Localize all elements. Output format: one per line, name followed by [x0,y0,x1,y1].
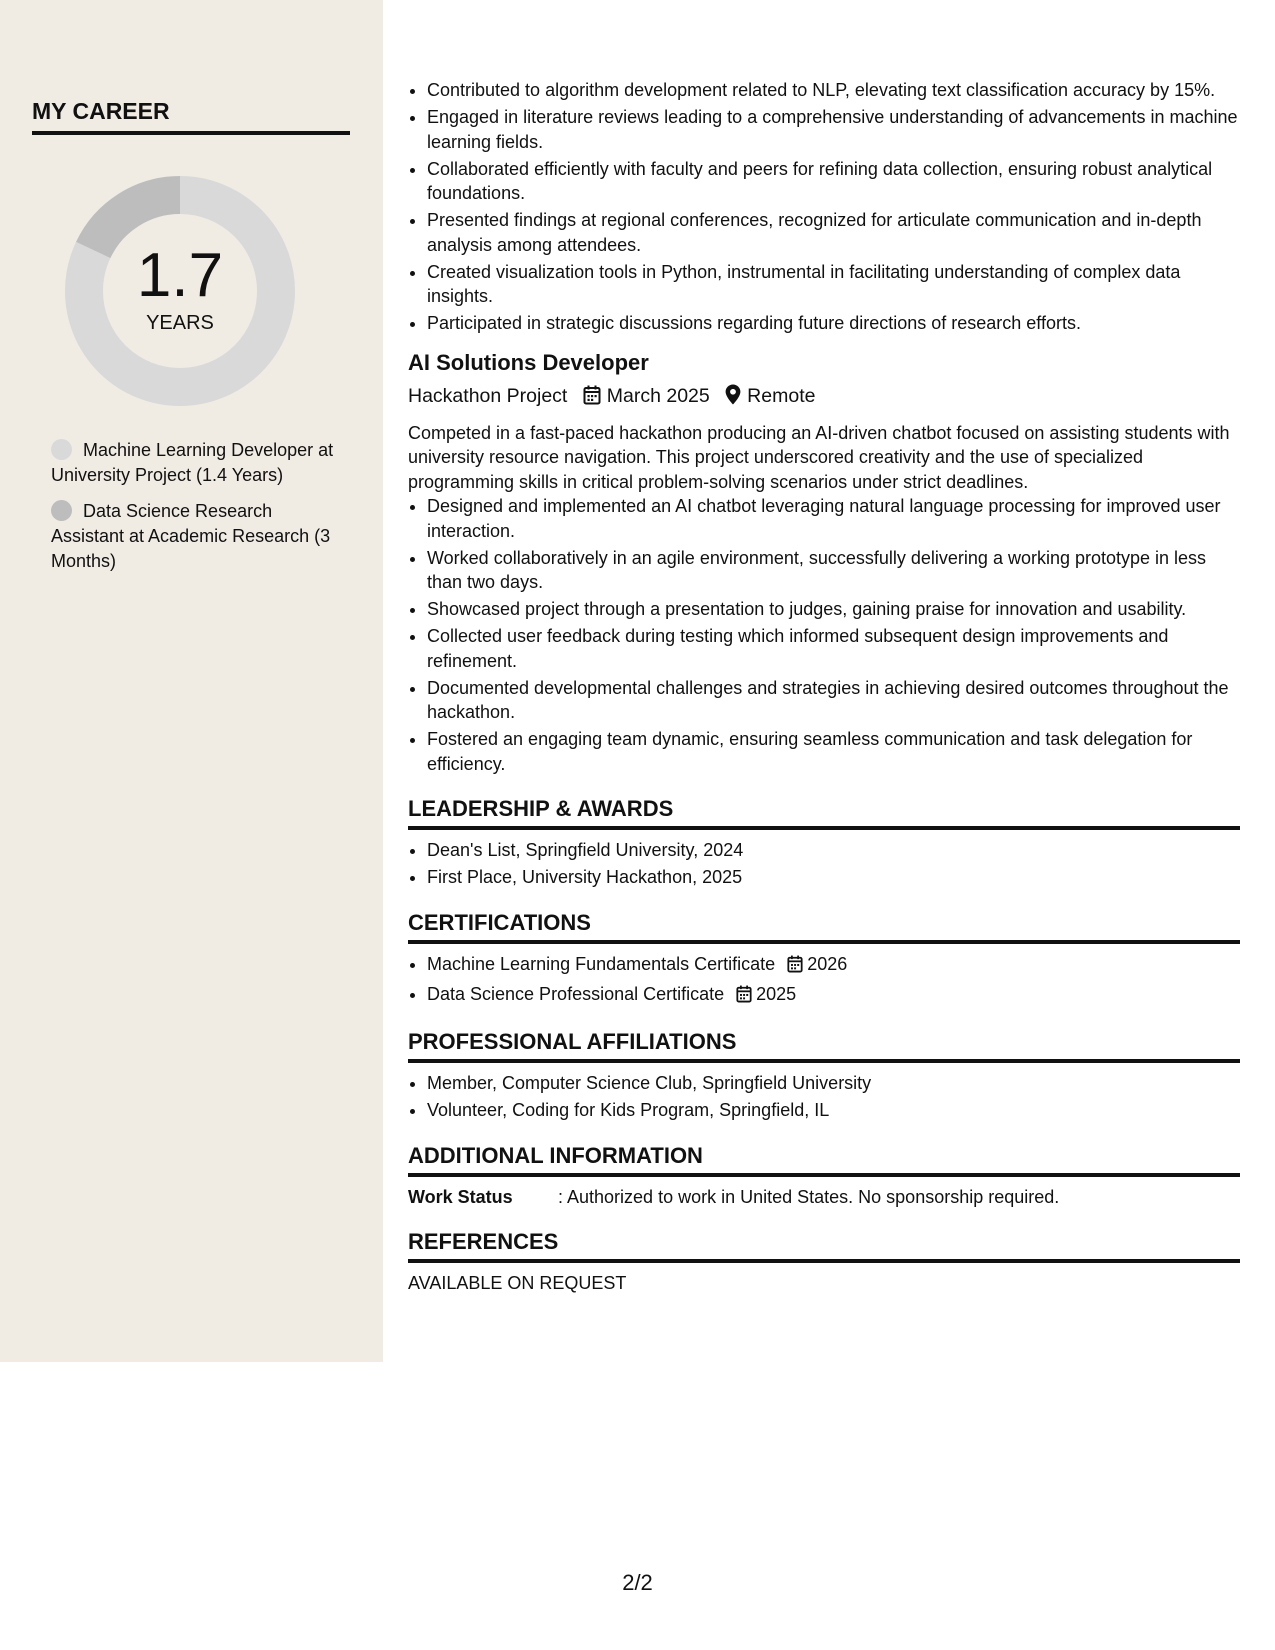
job-title: AI Solutions Developer [408,349,649,375]
list-item: • Participated in strategic discussions regarding future directions of research efforts. [427,311,1240,336]
previous-job-bullets [408,78,1240,336]
affiliations-heading: PROFESSIONAL AFFILIATIONS [408,1027,1240,1063]
certificate-name: Data Science Professional Certificate [427,983,725,1004]
list-item: • Collected user feedback during testing which informed subsequent design improvements and refinement. [427,624,1240,673]
references-text: AVAILABLE ON REQUEST [408,1273,627,1293]
legend-dot-icon [51,500,72,521]
certifications-list [408,952,1240,1010]
years-value: 1.7 [136,241,224,310]
list-item: • Fostered an engaging team dynamic, ensuring seamless communication and task delegation for efficiency. [427,727,1240,776]
career-legend-item [51,438,341,488]
legend-dot-icon [51,439,72,460]
certificate-year: 2026 [807,953,848,974]
list-item: • Created visualization tools in Python, instrumental in facilitating understanding of complex data insights. [427,260,1240,309]
certifications-heading: CERTIFICATIONS [408,908,1240,944]
list-item: • Worked collaboratively in an agile environment, successfully delivering a working prototype in less than two days. [427,546,1240,595]
list-item: • Documented developmental challenges and strategies in achieving desired outcomes throughout the hackathon. [427,676,1240,725]
job-date: March 2025 [606,384,710,407]
map-pin-icon [725,384,741,413]
certificate-year: 2025 [756,983,797,1004]
job-meta [408,382,1240,413]
references-heading: REFERENCES [408,1227,1240,1263]
work-status-row [408,1185,1240,1210]
certificate-name: Machine Learning Fundamentals Certificate [427,953,776,974]
calendar-icon [583,385,601,413]
list-item: • Showcased project through a presentation to judges, gaining praise for innovation and usability. [427,597,1240,622]
legend-label: Data Science Research Assistant at Academic Research (3 Months) [51,501,331,571]
list-item: • First Place, University Hackathon, 2025 [427,865,1240,890]
career-legend-item [51,499,341,574]
list-item: • Member, Computer Science Club, Springfield University [427,1071,1240,1096]
work-status-value: : Authorized to work in United States. No sponsorship required. [558,1186,1060,1207]
list-item [427,952,1240,980]
job-bullets [408,494,1240,776]
list-item: • Dean's List, Springfield University, 2024 [427,838,1240,863]
career-donut-chart [62,173,298,409]
legend-label: Machine Learning Developer at University Project (1.4 Years) [51,440,334,485]
years-label: YEARS [146,312,214,334]
main-content [408,78,1240,1296]
list-item [427,982,1240,1010]
list-item: • Designed and implemented an AI chatbot leveraging natural language processing for improved user interaction. [427,494,1240,543]
job-description: Competed in a fast-paced hackathon producing an AI-driven chatbot focused on assisting students with university resource navigation. This project underscored creativity and the use of specialized programming skills in critical problem-solving scenarios under strict deadlines. [408,422,1230,492]
calendar-icon [736,985,752,1010]
sidebar [0,0,383,1362]
list-item: • Engaged in literature reviews leading to a comprehensive understanding of advancements in machine learning fields. [427,105,1240,154]
awards-heading: LEADERSHIP & AWARDS [408,794,1240,830]
awards-list [408,838,1240,890]
list-item: • Volunteer, Coding for Kids Program, Springfield, IL [427,1098,1240,1123]
list-item: • Presented findings at regional conferences, recognized for articulate communication and in-depth analysis among attendees. [427,208,1240,257]
list-item: • Collaborated efficiently with faculty and peers for refining data collection, ensuring robust analytical foundations. [427,157,1240,206]
additional-info-heading: ADDITIONAL INFORMATION [408,1141,1240,1177]
list-item: • Contributed to algorithm development related to NLP, elevating text classification accuracy by 15%. [427,78,1240,103]
page-number: 2/2 [622,1570,653,1595]
affiliations-list [408,1071,1240,1123]
career-heading: MY CAREER [32,98,350,135]
job-organization: Hackathon Project [408,384,568,407]
calendar-icon [787,955,803,980]
job-location: Remote [747,384,816,407]
work-status-label: Work Status [408,1186,513,1207]
